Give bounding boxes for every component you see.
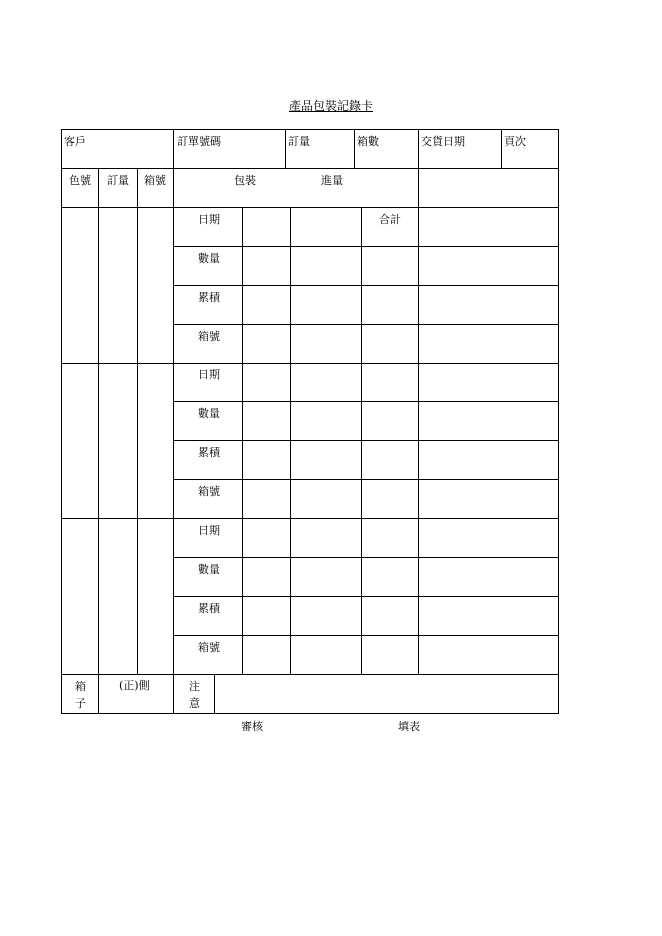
filler-label: 填表 (398, 720, 420, 733)
order-number-label: 訂單號碼 (177, 135, 221, 148)
page-label: 頁次 (504, 135, 526, 148)
quantity-row-label: 數量 (198, 563, 220, 576)
box-label-line2: 子 (75, 697, 86, 710)
box-label-line1: 箱 (75, 680, 86, 693)
box-number-row-label: 箱號 (198, 641, 220, 654)
customer-label: 客戶 (64, 135, 86, 148)
page-title (0, 97, 662, 114)
box-number-label: 箱號 (144, 174, 166, 187)
page-title-text: 產品包裝記錄卡 (288, 99, 373, 113)
date-row-label: 日期 (198, 213, 220, 226)
notes-label-line1: 注 (189, 680, 200, 693)
date-row-label: 日期 (198, 524, 220, 537)
cumulative-row-label: 累積 (198, 446, 220, 459)
packing-label: 包裝 (234, 174, 256, 187)
sub-order-quantity-label: 訂量 (107, 174, 129, 187)
form-grid-lines (61, 129, 559, 714)
notes-label-line2: 意 (189, 697, 200, 710)
reviewer-label: 審核 (241, 720, 263, 733)
front-side-label: (正)側 (119, 679, 150, 692)
quantity-row-label: 數量 (198, 407, 220, 420)
cumulative-row-label: 累積 (198, 291, 220, 304)
color-number-label: 色號 (69, 174, 91, 187)
cumulative-row-label: 累積 (198, 602, 220, 615)
date-row-label: 日期 (198, 368, 220, 381)
form-border (62, 130, 559, 714)
total-label: 合計 (379, 213, 401, 226)
box-number-row-label: 箱號 (198, 485, 220, 498)
progress-label: 進量 (321, 174, 343, 187)
packing-record-form (61, 129, 559, 714)
order-quantity-label: 訂量 (288, 135, 310, 148)
delivery-date-label: 交貨日期 (421, 135, 465, 148)
box-count-label: 箱數 (357, 135, 379, 148)
box-number-row-label: 箱號 (198, 330, 220, 343)
quantity-row-label: 數量 (198, 252, 220, 265)
